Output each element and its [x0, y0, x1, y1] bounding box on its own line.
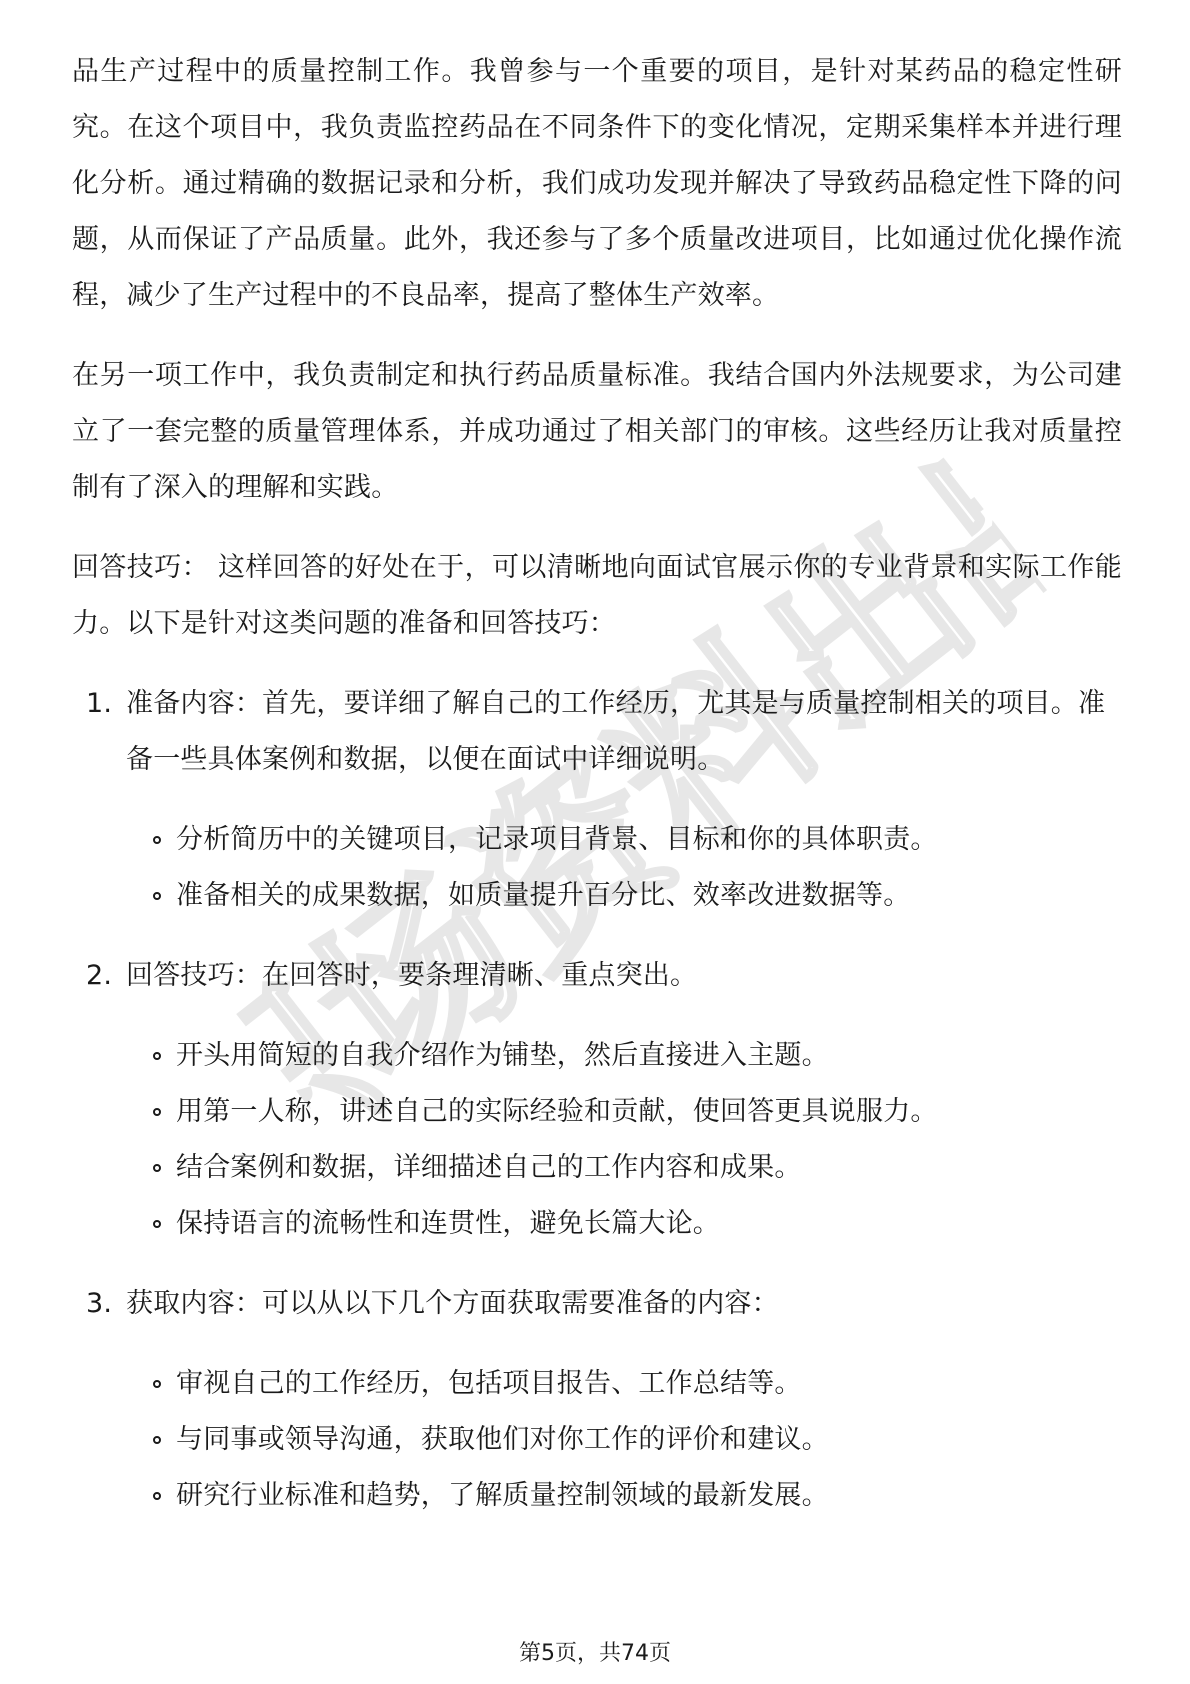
bullet-item: 分析简历中的关键项目，记录项目背景、目标和你的具体职责。 [126, 812, 1122, 868]
paragraph: 回答技巧： 这样回答的好处在于，可以清晰地向面试官展示你的专业背景和实际工作能力。以下是针对这类问题的准备和回答技巧： [72, 552, 1122, 639]
bullet-item: 与同事或领导沟通，获取他们对你工作的评价和建议。 [126, 1412, 1122, 1468]
list-item-text: 获取内容：可以从以下几个方面获取需要准备的内容： [126, 1288, 779, 1319]
list-item-text: 准备内容：首先，要详细了解自己的工作经历，尤其是与质量控制相关的项目。准备一些具体案例和数据，以便在面试中详细说明。 [126, 688, 1106, 775]
list-item [72, 676, 1122, 924]
list-number: 2. [86, 960, 113, 991]
bullet-item: 研究行业标准和趋势，了解质量控制领域的最新发展。 [126, 1468, 1122, 1524]
list-item-text: 回答技巧：在回答时，要条理清晰、重点突出。 [126, 960, 698, 991]
bullet-list [126, 1028, 1122, 1252]
list-item [72, 1276, 1122, 1524]
bullet-list [126, 1356, 1122, 1524]
list-item [72, 948, 1122, 1252]
bullet-item: 准备相关的成果数据，如质量提升百分比、效率改进数据等。 [126, 868, 1122, 924]
paragraph: 品生产过程中的质量控制工作。我曾参与一个重要的项目，是针对某药品的稳定性研究。在这个项目中，我负责监控药品在不同条件下的变化情况，定期采集样本并进行理化分析。通过精确的数据记录和分析，我们成功发现并解决了导致药品稳定性下降的问题，从而保证了产品质量。此外，我还参与了多个质量改进项目，比如通过优化操作流程，减少了生产过程中的不良品率，提高了整体生产效率。 [72, 56, 1122, 311]
page-footer: 第5页，共74页 [519, 1641, 671, 1666]
bullet-item: 审视自己的工作经历，包括项目报告、工作总结等。 [126, 1356, 1122, 1412]
paragraph: 在另一项工作中，我负责制定和执行药品质量标准。我结合国内外法规要求，为公司建立了一套完整的质量管理体系，并成功通过了相关部门的审核。这些经历让我对质量控制有了深入的理解和实践。 [72, 360, 1122, 503]
numbered-list [72, 676, 1122, 1524]
bullet-item: 用第一人称，讲述自己的实际经验和贡献，使回答更具说服力。 [126, 1084, 1122, 1140]
list-number: 1. [86, 688, 113, 719]
bullet-list [126, 812, 1122, 924]
bullet-item: 开头用简短的自我介绍作为铺垫，然后直接进入主题。 [126, 1028, 1122, 1084]
bullet-item: 结合案例和数据，详细描述自己的工作内容和成果。 [126, 1140, 1122, 1196]
list-number: 3. [86, 1288, 113, 1319]
document-body [72, 44, 1122, 1548]
watermark-text: 职场资料出品 [186, 396, 1094, 1204]
bullet-item: 保持语言的流畅性和连贯性，避免长篇大论。 [126, 1196, 1122, 1252]
